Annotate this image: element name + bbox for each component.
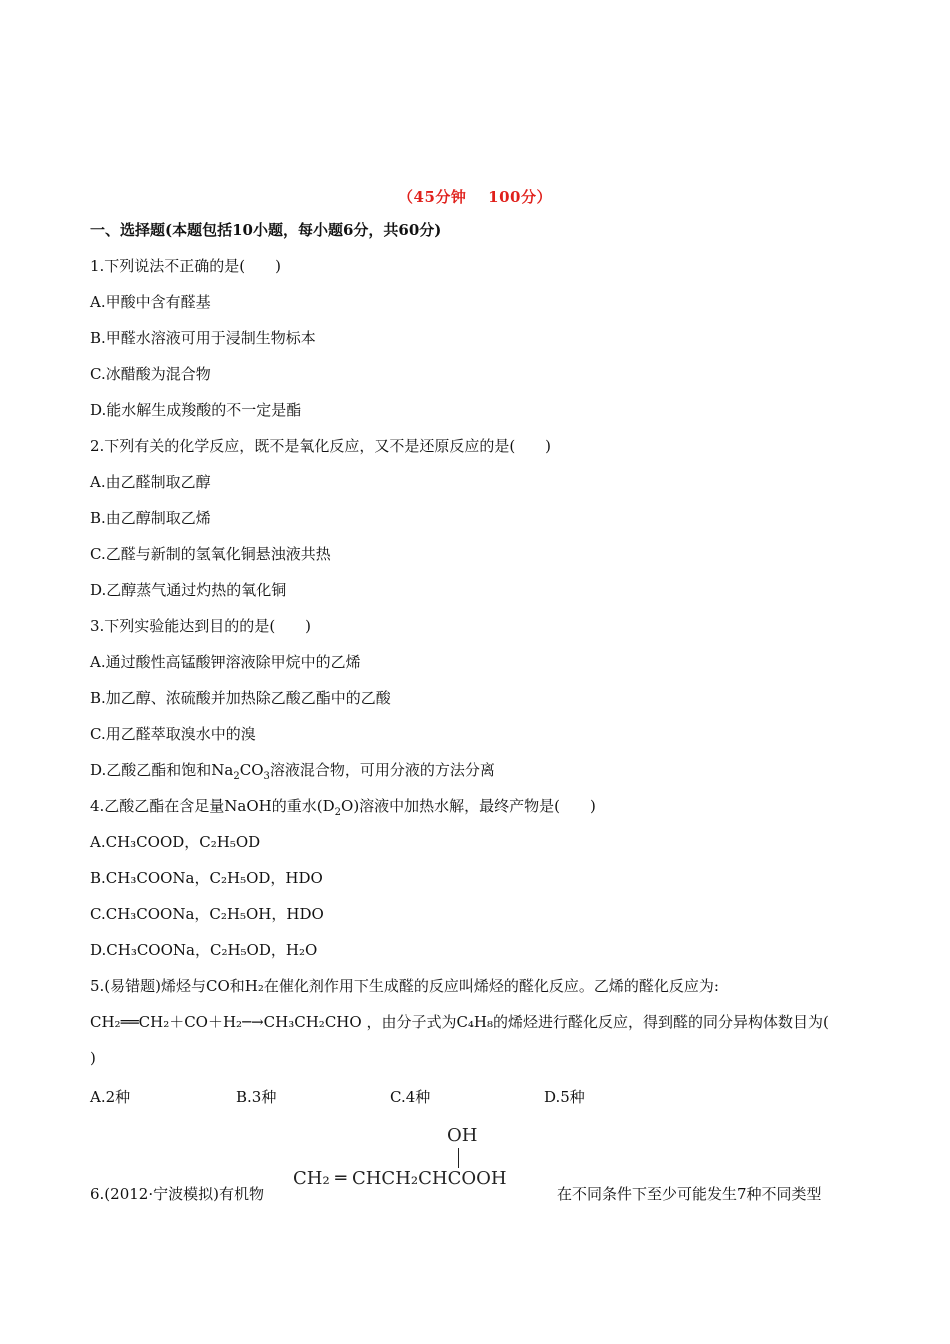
q4-stem-sub: 2 [334, 807, 342, 818]
q5-option-d: D.5种 [544, 1088, 585, 1106]
time-limit: （45分钟 [398, 188, 467, 206]
q3-stem: 3.下列实验能达到目的的是( ) [90, 617, 312, 635]
q5-stem-line3: ) [90, 1049, 96, 1067]
q2-stem: 2.下列有关的化学反应，既不是氧化反应，又不是还原反应的是( ) [90, 437, 552, 455]
q3-option-b: B.加乙醇、浓硫酸并加热除乙酸乙酯中的乙酸 [90, 689, 391, 707]
q4-option-a: A.CH₃COOD，C₂H₅OD [90, 833, 261, 851]
q1-option-b: B.甲醛水溶液可用于浸制生物标本 [90, 329, 316, 347]
total-score: 100分） [488, 188, 552, 206]
q5-stem: 5.(易错题)烯烃与CO和H₂在催化剂作用下生成醛的反应叫烯烃的醛化反应。乙烯的醛化反应为: [90, 977, 719, 995]
q6-stem-prefix: 6.(2012·宁波模拟)有机物 [90, 1185, 264, 1203]
q4-option-c: C.CH₃COONa，C₂H₅OH，HDO [90, 905, 324, 923]
q5-option-c: C.4种 [390, 1088, 431, 1106]
q5-option-a: A.2种 [90, 1088, 131, 1106]
q3-option-a: A.通过酸性高锰酸钾溶液除甲烷中的乙烯 [90, 653, 361, 671]
q5-option-b: B.3种 [236, 1088, 277, 1106]
q2-option-a: A.由乙醛制取乙醇 [90, 473, 211, 491]
q1-option-c: C.冰醋酸为混合物 [90, 365, 211, 383]
exam-header [0, 186, 950, 207]
section-title: 一、选择题(本题包括10小题，每小题6分，共60分) [90, 221, 442, 239]
formula-main-chain: CH₂ ═ CHCH₂CHCOOH [293, 1168, 507, 1189]
q5-stem-line2: CH₂══CH₂＋CO＋H₂─→CH₃CH₂CHO ，由分子式为C₄H₈的烯烃进行醛化反应，得到醛的同分异构体数目为( [90, 1013, 829, 1031]
q4-stem-text-1: 4.乙酸乙酯在含足量NaOH的重水(D [90, 797, 335, 815]
q6-stem-suffix: 在不同条件下至少可能发生7种不同类型 [557, 1185, 822, 1203]
q1-stem: 1.下列说法不正确的是( ) [90, 257, 282, 275]
q4-stem-text-2: O)溶液中加热水解，最终产物是( ) [341, 797, 596, 815]
q3-option-c: C.用乙醛萃取溴水中的溴 [90, 725, 256, 743]
q3-option-d [90, 760, 495, 787]
q2-option-d: D.乙醇蒸气通过灼热的氧化铜 [90, 581, 287, 599]
q2-option-c: C.乙醛与新制的氢氧化铜悬浊液共热 [90, 545, 331, 563]
q3-d-text-3: 溶液混合物，可用分液的方法分离 [269, 761, 495, 779]
formula-hydroxyl: OH [447, 1125, 478, 1146]
q3-d-sub-2: 3 [263, 771, 270, 782]
q1-option-d: D.能水解生成羧酸的不一定是酯 [90, 401, 302, 419]
q3-d-text-1: D.乙酸乙酯和饱和Na [90, 761, 234, 779]
q4-option-b: B.CH₃COONa，C₂H₅OD，HDO [90, 869, 323, 887]
q4-option-d: D.CH₃COONa，C₂H₅OD，H₂O [90, 941, 318, 959]
q1-option-a: A.甲酸中含有醛基 [90, 293, 211, 311]
q2-option-b: B.由乙醇制取乙烯 [90, 509, 211, 527]
formula-bond [458, 1148, 459, 1168]
q4-stem [90, 796, 596, 823]
q3-d-sub-1: 2 [233, 771, 240, 782]
q3-d-text-2: CO [239, 761, 264, 779]
